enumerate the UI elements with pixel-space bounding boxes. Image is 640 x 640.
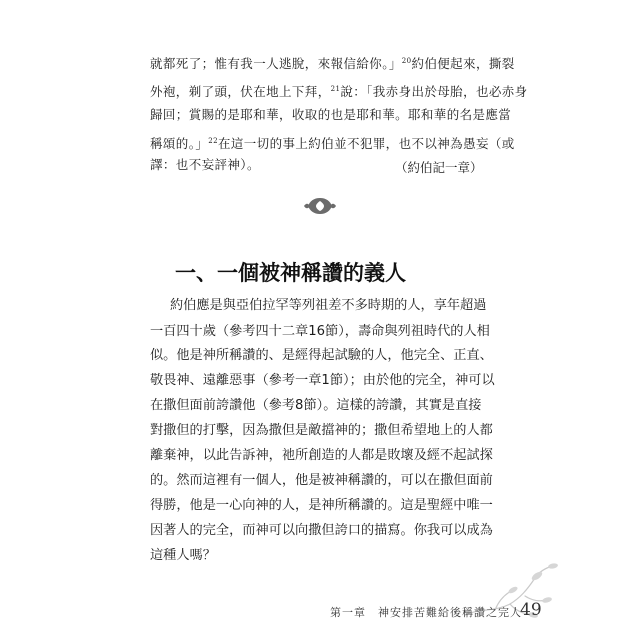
scripture-citation: （約伯記一章） bbox=[395, 160, 483, 175]
ornament-divider-icon bbox=[302, 196, 338, 216]
body-line: 敬畏神、遠離惡事（參考一章1節）；由於他的完全，神可以 bbox=[150, 373, 495, 388]
body-line: 的。然而這裡有一個人，他是被神稱讚的，可以在撒但面前 bbox=[150, 473, 493, 488]
quote-line: 就都死了；惟有我一人逃脫，來報信給你。」$^{20}$約伯便起來，撕裂 bbox=[150, 56, 515, 71]
body-line: 約伯應是與亞伯拉罕等列祖差不多時期的人，享年超過 bbox=[170, 298, 487, 313]
running-footer: 第一章 神安排苦難給後稱讚之完人 bbox=[330, 606, 522, 619]
quote-line: 外袍，剃了頭，伏在地上下拜，$^{21}$說：「我赤身出於母胎，也必赤身 bbox=[150, 84, 528, 99]
body-line: 似。他是神所稱讚的、是經得起試驗的人，他完全、正直、 bbox=[150, 348, 493, 363]
body-line: 這種人嗎？ bbox=[150, 548, 216, 563]
quote-line: 譯：也不妄評神）。 bbox=[150, 157, 260, 172]
verse-number: 22 bbox=[208, 137, 218, 145]
heading-gradient-bar bbox=[90, 258, 170, 288]
section-heading: 一、一個被神稱讚的義人 bbox=[175, 261, 406, 285]
body-line: 得勝，他是一心向神的人，是神所稱讚的。這是聖經中唯一 bbox=[150, 498, 493, 513]
body-line: 一百四十歲（參考四十二章16節），壽命與列祖時代的人相 bbox=[150, 324, 490, 339]
quote-line: 歸回；賞賜的是耶和華，收取的也是耶和華。耶和華的名是應當 bbox=[150, 107, 512, 122]
page-number: 49 bbox=[520, 600, 542, 620]
verse-number: 21 bbox=[330, 85, 341, 93]
quote-line: 稱頌的。」$^{22}$在這一切的事上約伯並不犯罪，也不以神為愚妄（或 bbox=[150, 136, 515, 151]
body-line: 對撒但的打擊，因為撒但是敵擋神的；撒但希望地上的人都 bbox=[150, 423, 493, 438]
body-line: 在撒但面前誇讚他（參考8節）。這樣的誇讚，其實是直接 bbox=[150, 398, 482, 413]
body-line: 離棄神，以此告訴神，祂所創造的人都是敗壞及經不起試探 bbox=[150, 448, 493, 463]
body-line: 因著人的完全，而神可以向撒但誇口的描寫。你我可以成為 bbox=[150, 523, 493, 538]
verse-number: 20 bbox=[401, 57, 412, 65]
